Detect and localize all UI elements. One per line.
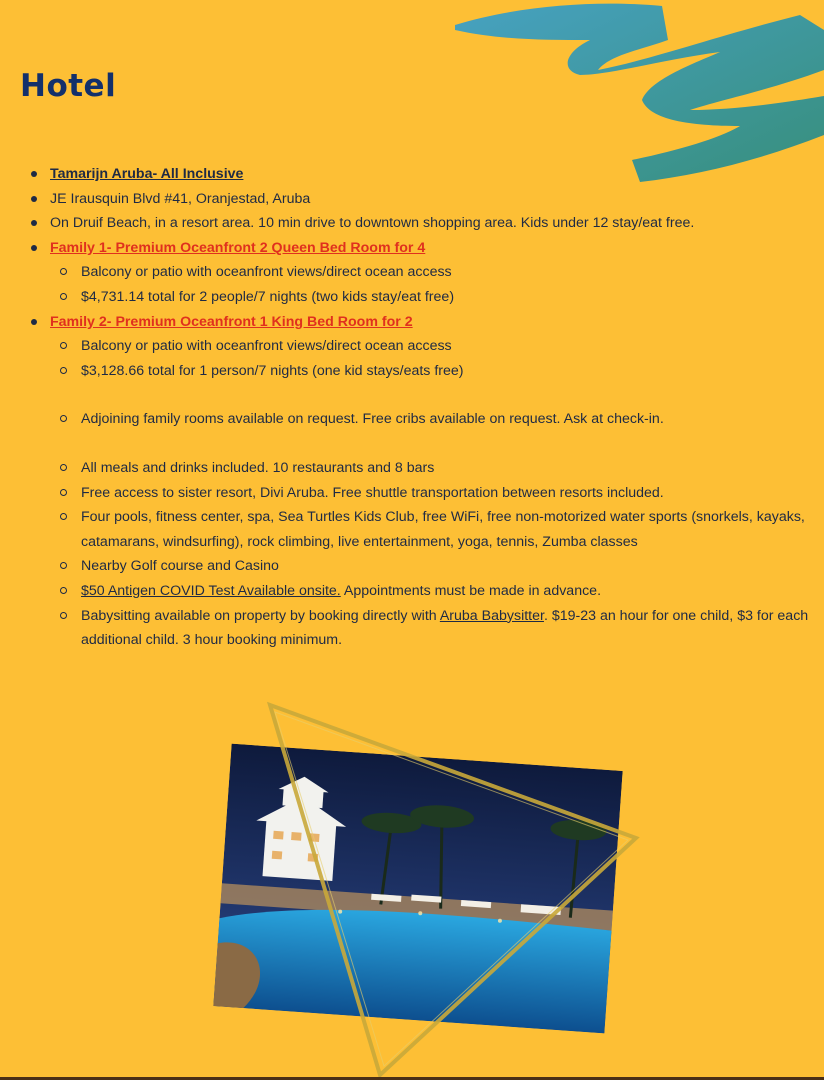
bullet-icon (31, 171, 37, 177)
circle-bullet-icon (60, 489, 67, 496)
circle-bullet-icon (60, 612, 67, 619)
list-item (30, 310, 810, 335)
circle-bullet-icon (60, 268, 67, 275)
sister-resort-note: Free access to sister resort, Divi Aruba. Free shuttle transportation between resorts included. (81, 484, 664, 501)
bullet-icon (31, 196, 37, 202)
covid-note: Appointments must be made in advance. (340, 582, 602, 599)
gold-triangle-frame (0, 690, 824, 1080)
list-item (30, 236, 810, 261)
list-item (30, 407, 810, 432)
family1-price: $4,731.14 total for 2 people/7 nights (two kids stay/eat free) (81, 288, 455, 305)
family2-room-link[interactable]: Family 2- Premium Oceanfront 1 King Bed Room for 2 (50, 313, 413, 330)
hotel-address: JE Irausquin Blvd #41, Oranjestad, Aruba (50, 190, 311, 207)
family1-detail: Balcony or patio with oceanfront views/direct ocean access (81, 264, 452, 281)
hotel-details-list (30, 162, 810, 653)
list-item (30, 554, 810, 579)
list-item (30, 334, 810, 359)
list-item (30, 505, 810, 554)
spacer (30, 383, 810, 407)
list-item (30, 604, 810, 653)
list-item (30, 162, 810, 187)
list-item (30, 285, 810, 310)
bullet-icon (31, 220, 37, 226)
circle-bullet-icon (60, 587, 67, 594)
page-title: Hotel (20, 68, 117, 104)
family1-room-link[interactable]: Family 1- Premium Oceanfront 2 Queen Bed Room for 4 (50, 239, 426, 256)
circle-bullet-icon (60, 342, 67, 349)
adjoining-rooms-note: Adjoining family rooms available on request. Free cribs available on request. Ask at check-in. (81, 411, 664, 428)
resort-photo-section (0, 690, 824, 1080)
list-item (30, 579, 810, 604)
circle-bullet-icon (60, 562, 67, 569)
family2-detail: Balcony or patio with oceanfront views/direct ocean access (81, 338, 452, 355)
list-item (30, 211, 810, 236)
bullet-icon (31, 245, 37, 251)
babysitting-note-end: . $19-23 an hour for one child, $3 for each additional child. 3 hour booking minimum. (81, 607, 809, 649)
circle-bullet-icon (60, 367, 67, 374)
list-item (30, 359, 810, 384)
circle-bullet-icon (60, 513, 67, 520)
covid-test-link[interactable]: $50 Antigen COVID Test Available onsite. (81, 582, 341, 599)
meals-note: All meals and drinks included. 10 restaurants and 8 bars (81, 459, 435, 476)
list-item (30, 456, 810, 481)
circle-bullet-icon (60, 415, 67, 422)
list-item (30, 481, 810, 506)
hotel-location: On Druif Beach, in a resort area. 10 min drive to downtown shopping area. Kids under 12 stay/eat free. (50, 215, 695, 232)
golf-note: Nearby Golf course and Casino (81, 558, 279, 575)
babysitting-note-start: Babysitting available on property by booking directly with (81, 607, 440, 624)
aruba-babysitter-link[interactable]: Aruba Babysitter (439, 607, 544, 624)
amenities-note: Four pools, fitness center, spa, Sea Turtles Kids Club, free WiFi, free non-motorized water sports (snorkels, kayaks, catamarans, windsurfing), rock climbing, live entertainment, yoga, tennis, Zumba classes (81, 509, 805, 550)
family2-price: $3,128.66 total for 1 person/7 nights (one kid stays/eats free) (81, 362, 464, 379)
bullet-icon (31, 319, 37, 325)
spacer (30, 432, 810, 456)
list-item (30, 260, 810, 285)
list-item (30, 187, 810, 212)
circle-bullet-icon (60, 293, 67, 300)
circle-bullet-icon (60, 464, 67, 471)
hotel-name-link[interactable]: Tamarijn Aruba- All Inclusive (50, 166, 244, 182)
